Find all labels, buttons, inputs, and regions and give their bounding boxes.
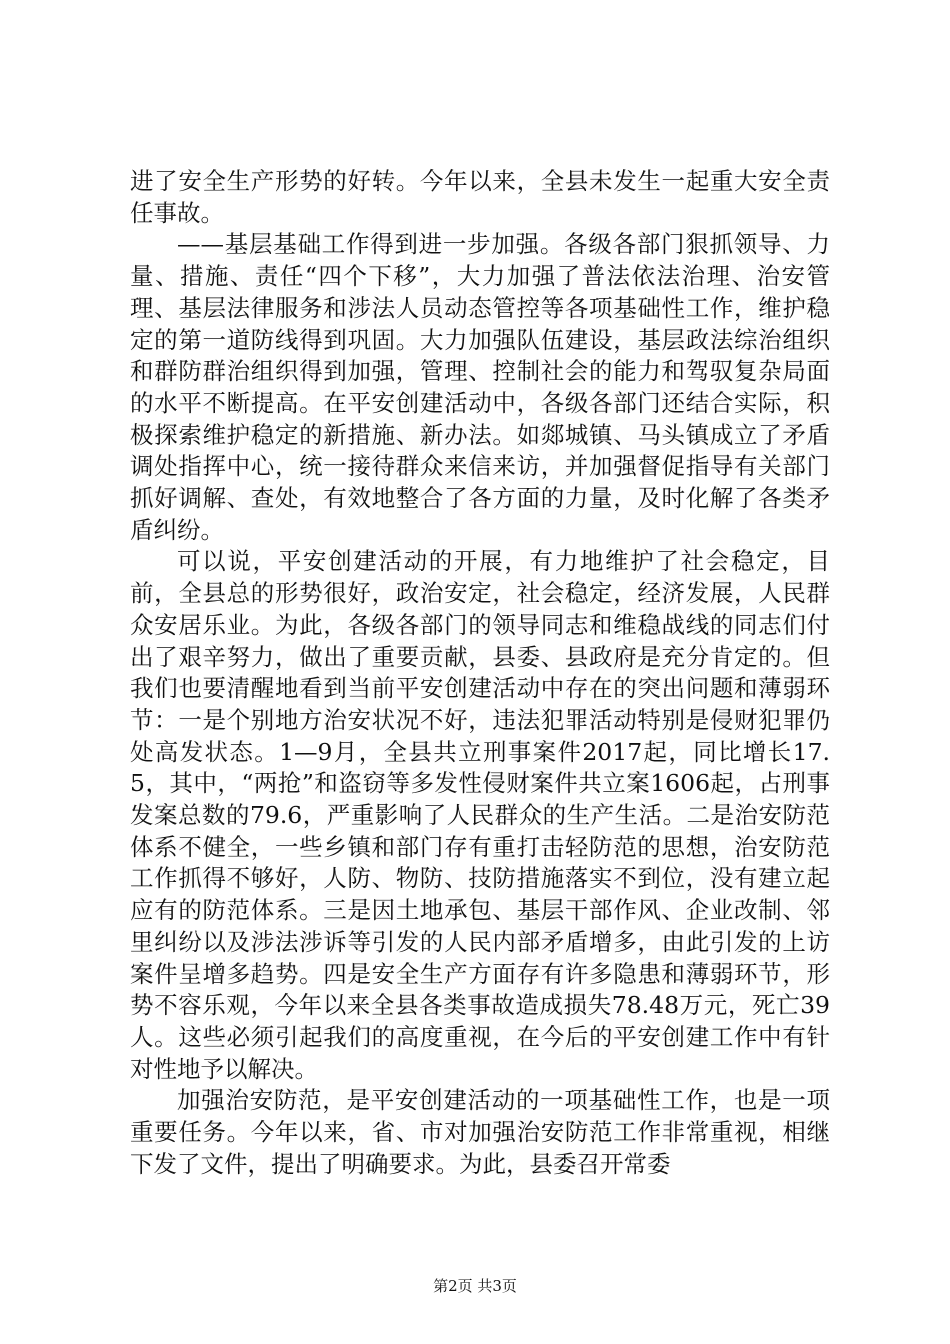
document-body <box>130 166 830 1181</box>
page-footer: 第2页 共3页 <box>433 1277 517 1295</box>
paragraph-1: 进了安全生产形势的好转。今年以来，全县未发生一起重大安全责任事故。 <box>130 167 830 227</box>
paragraph-3: 可以说，平安创建活动的开展，有力地维护了社会稳定，目前，全县总的形势很好，政治安定，社会稳定，经济发展，人民群众安居乐业。为此，各级各部门的领导同志和维稳战线的同志们付出了艰辛努力，做出了重要贡献，县委、县政府是充分肯定的。但我们也要清醒地看到当前平安创建活动中存在的突出问题和薄弱环节：一是个别地方治安状况不好，违法犯罪活动特别是侵财犯罪仍处高发状态。1—9月，全县共立刑事案件2017起，同比增长17.5，其中，“两抢”和盗窃等多发性侵财案件共立案1606起，占刑事发案总数的79.6，严重影响了人民群众的生产生活。二是治安防范体系不健全，一些乡镇和部门存有重打击轻防范的思想，治安防范工作抓得不够好，人防、物防、技防措施落实不到位，没有建立起应有的防范体系。三是因土地承包、基层干部作风、企业改制、邻里纠纷以及涉法涉诉等引发的人民内部矛盾增多，由此引发的上访案件呈增多趋势。四是安全生产方面存有许多隐患和薄弱环节，形势不容乐观，今年以来全县各类事故造成损失78.48万元，死亡39人。这些必须引起我们的高度重视，在今后的平安创建工作中有针对性地予以解决。 <box>130 547 830 1083</box>
paragraph-4: 加强治安防范，是平安创建活动的一项基础性工作，也是一项重要任务。今年以来，省、市对加强治安防范工作非常重视，相继下发了文件，提出了明确要求。为此，县委召开常委 <box>130 1086 830 1178</box>
paragraph-2: ——基层基础工作得到进一步加强。各级各部门狠抓领导、力量、措施、责任“四个下移”，大力加强了普法依法治理、治安管理、基层法律服务和涉法人员动态管控等各项基础性工作，维护稳定的第一道防线得到巩固。大力加强队伍建设，基层政法综治组织和群防群治组织得到加强，管理、控制社会的能力和驾驭复杂局面的水平不断提高。在平安创建活动中，各级各部门还结合实际，积极探索维护稳定的新措施、新办法。如郯城镇、马头镇成立了矛盾调处指挥中心，统一接待群众来信来访，并加强督促指导有关部门抓好调解、查处，有效地整合了各方面的力量，及时化解了各类矛盾纠纷。 <box>130 230 830 544</box>
